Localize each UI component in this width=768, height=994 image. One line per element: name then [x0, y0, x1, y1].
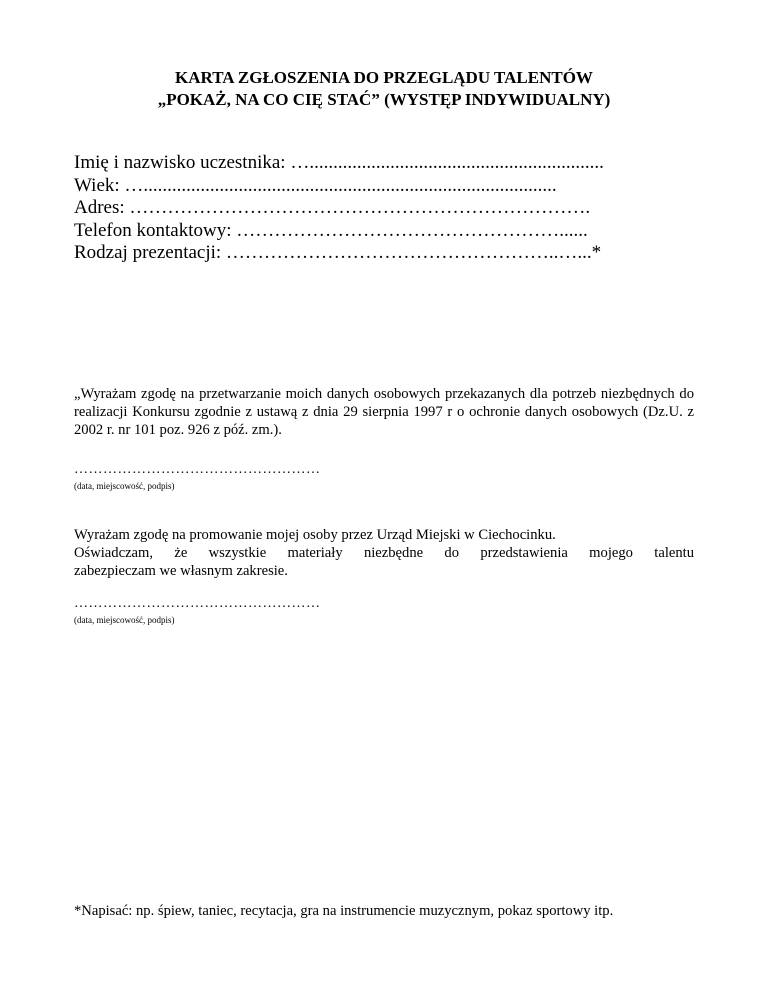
- age-field: Wiek: ….......................................................................................: [74, 174, 557, 196]
- phone-field: Telefon kontaktowy: ……………………………………………......: [74, 219, 588, 241]
- name-field: Imię i nazwisko uczestnika: …..............................................................: [74, 152, 604, 173]
- applicant-fields: [74, 152, 694, 265]
- promotion-consent-line-1: Wyrażam zgodę na promowanie mojej osoby przez Urząd Miejski w Ciechocinku.: [74, 527, 556, 543]
- promotion-consent: [74, 526, 694, 580]
- data-processing-consent: [74, 385, 694, 439]
- signature-line-1: ……………………………………………: [74, 462, 321, 477]
- promotion-consent-line-3: zabezpieczam we własnym zakresie.: [74, 563, 288, 579]
- form-title: KARTA ZGŁOSZENIA DO PRZEGLĄDU TALENTÓW: [175, 68, 593, 87]
- presentation-type-footnote: *Napisać: np. śpiew, taniec, recytacja, gra na instrumencie muzycznym, pokaz sportowy itp.: [74, 903, 614, 919]
- signature-line-2: ……………………………………………: [74, 596, 321, 611]
- address-field: Adres: ……………………………………………………………….: [74, 197, 591, 218]
- data-processing-consent-text: „Wyrażam zgodę na przetwarzanie moich danych osobowych przekazanych dla potrzeb niezbędnych do realizacji Konkursu zgodnie z ustawą z dnia 29 sierpnia 1997 r o ochronie danych osobowych (Dz.U. z 2002 r. nr 101 poz. 926 z póź. zm.).: [74, 386, 694, 438]
- signature-caption-2: (data, miejscowość, podpis): [74, 615, 175, 625]
- signature-caption-1: (data, miejscowość, podpis): [74, 481, 175, 491]
- form-subtitle: „POKAŻ, NA CO CIĘ STAĆ” (WYSTĘP INDYWIDUALNY): [157, 90, 611, 109]
- promotion-consent-line-2: Oświadczam, że wszystkie materiały niezbędne do przedstawienia mojego talentu: [74, 545, 694, 561]
- presentation-type-field: Rodzaj prezentacji: ……………………………………………..…...*: [74, 242, 602, 263]
